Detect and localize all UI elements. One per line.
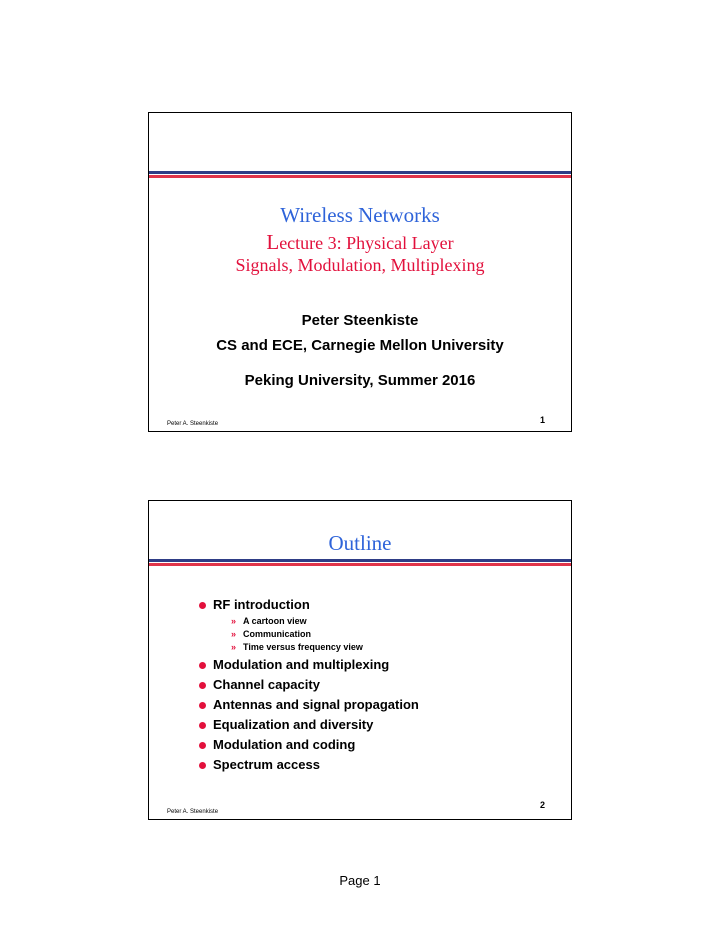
list-item-label: RF introduction [213, 597, 310, 612]
list-item [199, 655, 559, 675]
slide-2 [148, 500, 572, 820]
list-item-label: Spectrum access [213, 757, 320, 772]
list-item-label: Equalization and diversity [213, 717, 374, 732]
header-rule [149, 559, 571, 566]
bullet-dot-icon [199, 662, 206, 669]
author-name: Peter Steenkiste [301, 312, 419, 329]
list-item [199, 715, 559, 735]
page-label: Page 1 [339, 873, 381, 888]
list-item [199, 735, 559, 755]
header-rule [149, 171, 571, 178]
subtitle-lecture: ecture 3: Physical Layer [279, 233, 454, 253]
list-item-label: Channel capacity [213, 677, 320, 692]
list-item-label: Modulation and multiplexing [213, 657, 390, 672]
list-item [199, 755, 559, 775]
affiliation: CS and ECE, Carnegie Mellon University [216, 337, 504, 354]
list-item-label: Modulation and coding [213, 737, 356, 752]
bullet-dot-icon [199, 602, 206, 609]
bullet-dot-icon [199, 682, 206, 689]
outline-list [199, 595, 559, 775]
slide-title: Outline [328, 531, 392, 555]
bullet-dot-icon [199, 762, 206, 769]
slide-1 [148, 112, 572, 432]
slide-number: 2 [539, 800, 545, 810]
list-item [199, 595, 559, 654]
chevron-right-icon: » [231, 616, 237, 626]
sub-list-item [213, 615, 559, 628]
slide-number: 1 [539, 415, 545, 425]
sub-list-item [213, 641, 559, 654]
subtitle-topics: Signals, Modulation, Multiplexing [235, 255, 485, 275]
sub-list-item-label: A cartoon view [243, 616, 307, 626]
list-item [199, 695, 559, 715]
bullet-dot-icon [199, 702, 206, 709]
slide-footer: Peter A. Steenkiste [167, 809, 219, 815]
chevron-right-icon: » [231, 629, 237, 639]
sub-list-item-label: Time versus frequency view [243, 642, 363, 652]
slide-subtitle [149, 231, 571, 276]
chevron-right-icon: » [231, 642, 237, 652]
list-item [199, 675, 559, 695]
list-item-label: Antennas and signal propagation [213, 697, 419, 712]
slide-footer: Peter A. Steenkiste [167, 421, 219, 427]
sub-list-item-label: Communication [243, 629, 312, 639]
subtitle-initial: L [266, 230, 280, 254]
sub-list-item [213, 628, 559, 641]
venue: Peking University, Summer 2016 [244, 372, 476, 389]
bullet-dot-icon [199, 722, 206, 729]
slide-title: Wireless Networks [280, 203, 440, 227]
sub-list [213, 615, 559, 654]
bullet-dot-icon [199, 742, 206, 749]
